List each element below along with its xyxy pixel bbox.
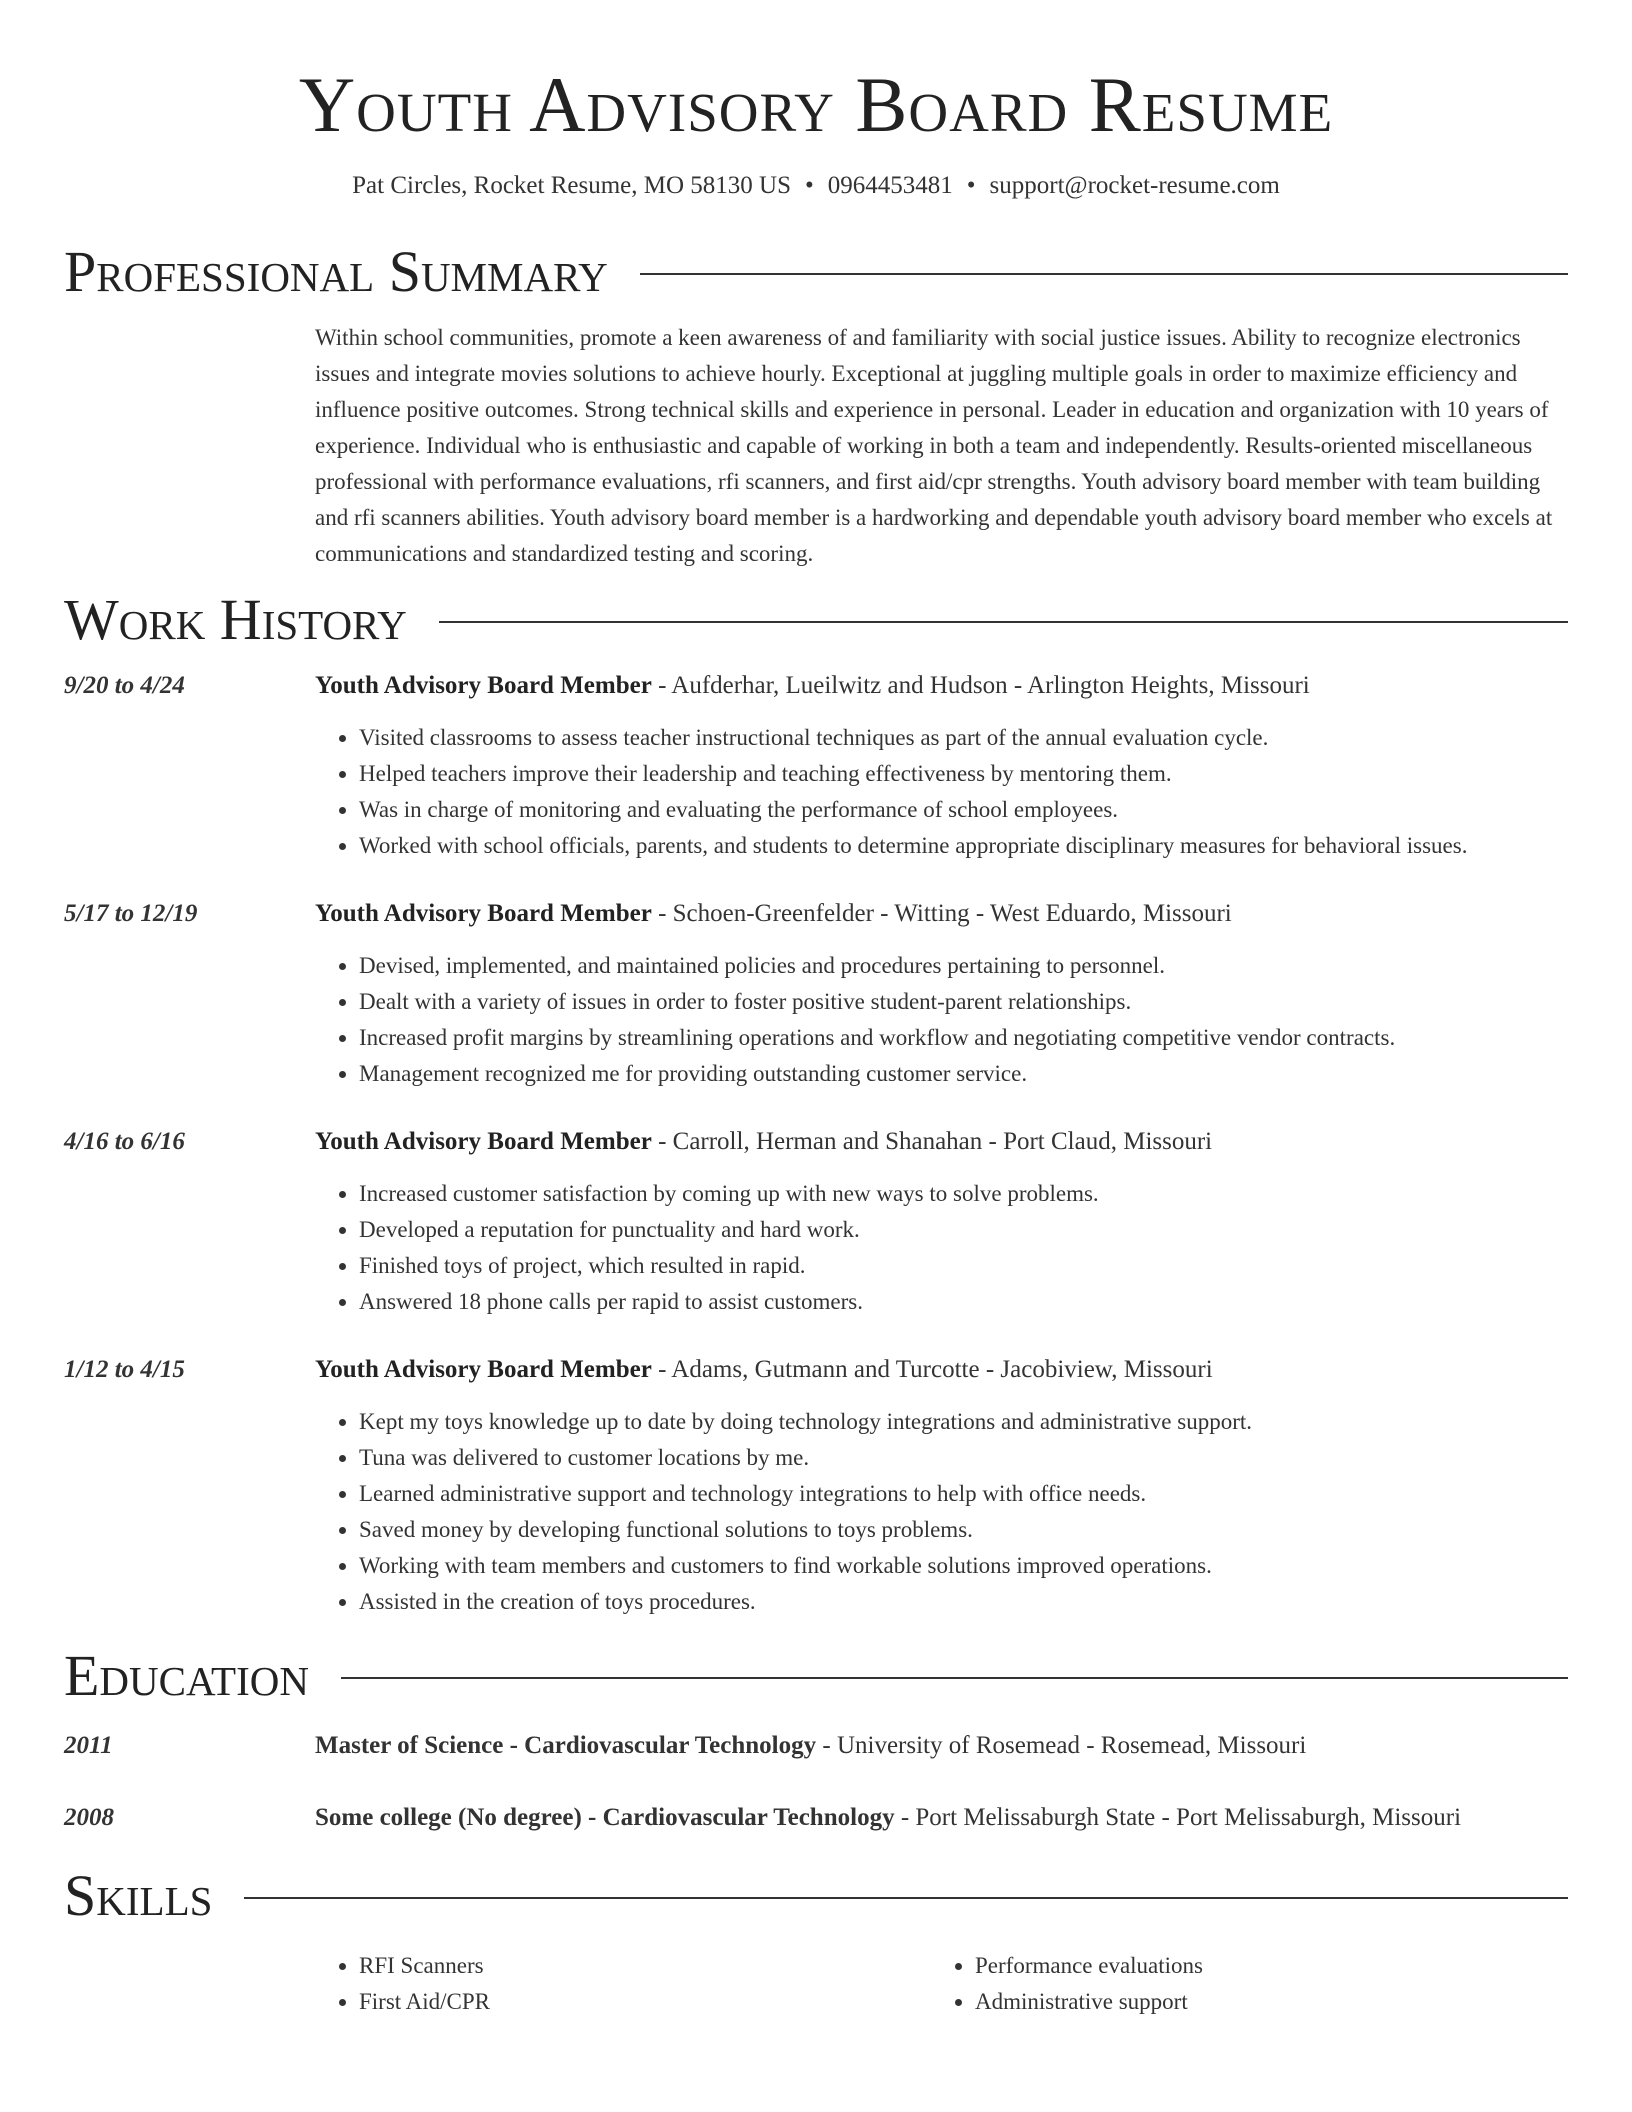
work-heading-text: Work History	[64, 587, 407, 652]
job-bullet-list	[315, 720, 1568, 864]
job-employer-location: - Schoen-Greenfelder - Witting - West Eduardo, Missouri	[651, 900, 1232, 927]
education-section-heading	[64, 1644, 1568, 1708]
job-bullet: • Answered 18 phone calls per rapid to assist customers.	[359, 1284, 1568, 1320]
job-position-line	[315, 670, 1310, 702]
job-dates: 5/17 to 12/19	[64, 900, 198, 927]
skill-item: • RFI Scanners	[359, 1948, 931, 1984]
job-bullet: • Increased profit margins by streamlining operations and workflow and negotiating competitive vendor contracts.	[359, 1020, 1568, 1056]
skills-list-left	[315, 1948, 931, 2020]
skills-list-right	[931, 1948, 1547, 2020]
education-line	[315, 1802, 1461, 1834]
job-bullet: • Tuna was delivered to customer locations by me.	[359, 1440, 1568, 1476]
job-bullet: • Increased customer satisfaction by coming up with new ways to solve problems.	[359, 1176, 1568, 1212]
work-section-heading	[64, 588, 1568, 652]
job-entry	[64, 898, 1568, 1092]
job-position-line	[315, 1354, 1213, 1386]
job-bullet: • Management recognized me for providing outstanding customer service.	[359, 1056, 1568, 1092]
job-bullet: • Learned administrative support and technology integrations to help with office needs.	[359, 1476, 1568, 1512]
job-title: Youth Advisory Board Member	[315, 1356, 652, 1383]
job-bullet: • Finished toys of project, which resulted in rapid.	[359, 1248, 1568, 1284]
skill-item: • Performance evaluations	[975, 1948, 1547, 1984]
skill-item: • Administrative support	[975, 1984, 1547, 2020]
contact-address: Pat Circles, Rocket Resume, MO 58130 US	[352, 172, 792, 199]
education-degree: Master of Science - Cardiovascular Technology	[315, 1732, 817, 1759]
job-dates: 9/20 to 4/24	[64, 672, 185, 699]
job-title: Youth Advisory Board Member	[315, 900, 652, 927]
section-divider	[244, 1897, 1568, 1899]
job-entry	[64, 1126, 1568, 1320]
education-year: 2008	[64, 1804, 114, 1831]
resume-page	[64, 0, 1568, 2020]
job-bullet: • Saved money by developing functional solutions to toys problems.	[359, 1512, 1568, 1548]
contact-line	[64, 170, 1568, 202]
job-dates: 4/16 to 6/16	[64, 1128, 185, 1155]
section-divider	[640, 273, 1568, 275]
education-entry	[64, 1730, 1568, 1762]
job-bullet: • Dealt with a variety of issues in order to foster positive student-parent relationships.	[359, 984, 1568, 1020]
skills-section-heading	[64, 1864, 1568, 1928]
section-divider	[439, 621, 1568, 623]
contact-separator: •	[966, 172, 976, 199]
job-entry	[64, 670, 1568, 864]
job-bullet: • Kept my toys knowledge up to date by doing technology integrations and administrative support.	[359, 1404, 1568, 1440]
contact-separator: •	[805, 172, 814, 199]
summary-text: Within school communities, promote a keen awareness of and familiarity with social justice issues. Ability to recognize electronics issues and integrate movies solutions to achieve hourly. Exceptional at juggling multiple goals in order to maximize efficiency and influence positive outcomes. Strong technical skills and experience in personal. Leader in education and organization with 10 years of experience. Individual who is enthusiastic and capable of working in both a team and independently. Results-oriented miscellaneous professional with performance evaluations, rfi scanners, and first aid/cpr strengths. Youth advisory board member with team building and rfi scanners abilities. Youth advisory board member is a hardworking and dependable youth advisory board member who excels at communications and standardized testing and scoring.	[315, 325, 1553, 566]
job-bullet: • Worked with school officials, parents, and students to determine appropriate disciplinary measures for behavioral issues.	[359, 828, 1568, 864]
job-position-line	[315, 1126, 1212, 1158]
job-employer-location: - Carroll, Herman and Shanahan - Port Claud, Missouri	[651, 1128, 1213, 1155]
education-school-location: - Port Melissaburgh State - Port Melissaburgh, Missouri	[894, 1804, 1462, 1831]
job-bullet: • Helped teachers improve their leadership and teaching effectiveness by mentoring them.	[359, 756, 1568, 792]
job-bullet: • Was in charge of monitoring and evaluating the performance of school employees.	[359, 792, 1568, 828]
job-dates: 1/12 to 4/15	[64, 1356, 185, 1383]
summary-section-heading	[64, 240, 1568, 304]
job-bullet: • Working with team members and customers to find workable solutions improved operations.	[359, 1548, 1568, 1584]
contact-phone: 0964453481	[827, 172, 953, 199]
education-year: 2011	[64, 1732, 113, 1759]
job-employer-location: - Adams, Gutmann and Turcotte - Jacobiview, Missouri	[651, 1356, 1213, 1383]
contact-email: support@rocket-resume.com	[989, 172, 1280, 199]
job-title: Youth Advisory Board Member	[315, 1128, 652, 1155]
job-bullet: • Assisted in the creation of toys procedures.	[359, 1584, 1568, 1620]
job-employer-location: - Aufderhar, Lueilwitz and Hudson - Arlington Heights, Missouri	[651, 672, 1310, 699]
skill-item: • First Aid/CPR	[359, 1984, 931, 2020]
job-entry	[64, 1354, 1568, 1620]
job-bullet: • Developed a reputation for punctuality and hard work.	[359, 1212, 1568, 1248]
job-bullet-list	[315, 948, 1568, 1092]
job-bullet: • Devised, implemented, and maintained policies and procedures pertaining to personnel.	[359, 948, 1568, 984]
job-bullet: • Visited classrooms to assess teacher instructional techniques as part of the annual evaluation cycle.	[359, 720, 1568, 756]
resume-title: Youth Advisory Board Resume	[298, 61, 1334, 148]
education-entry	[64, 1802, 1568, 1834]
section-divider	[341, 1677, 1568, 1679]
job-title: Youth Advisory Board Member	[315, 672, 652, 699]
education-degree: Some college (No degree) - Cardiovascular Technology	[315, 1804, 895, 1831]
job-bullet-list	[315, 1176, 1568, 1320]
education-school-location: - University of Rosemead - Rosemead, Missouri	[816, 1732, 1307, 1759]
education-line	[315, 1730, 1306, 1762]
job-position-line	[315, 898, 1232, 930]
skills-columns	[315, 1948, 1568, 2020]
education-heading-text: Education	[64, 1643, 309, 1708]
summary-heading-text: Professional Summary	[64, 239, 608, 304]
skills-heading-text: Skills	[64, 1863, 213, 1928]
job-bullet-list	[315, 1404, 1568, 1620]
